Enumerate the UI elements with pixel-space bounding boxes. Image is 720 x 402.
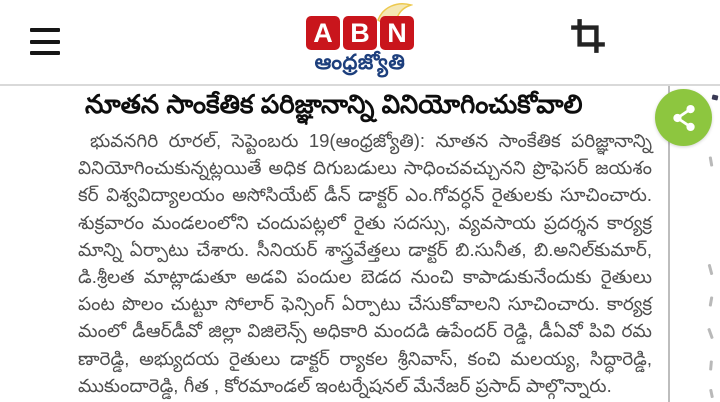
adjacent-column-artifact	[707, 328, 714, 339]
adjacent-column-artifact	[709, 296, 714, 306]
body-line: పంట పొలం చుట్టూ సోలార్ ఫెన్సింగ్ ఏర్పాటు చేసుకోవాలని సూచించారు. కార్యక్ర	[78, 293, 652, 315]
adjacent-column-artifact	[708, 264, 714, 275]
crop-icon	[568, 16, 608, 56]
crop-button[interactable]	[566, 15, 610, 59]
body-line: శుక్రవారం మండలంలోని చందుపట్లలో రైతు సదస్సు, వ్యవసాయ ప్రదర్శన కార్యక్ర	[78, 211, 652, 233]
top-bar	[0, 0, 720, 86]
body-line: మాన్ని ఏర్పాటు చేశారు. సీనియర్ శాస్త్రవేత్తలు డాక్టర్ బి.సునీత, బి.అనిల్‌కుమార్,	[78, 238, 652, 260]
abn-logo[interactable]	[275, 0, 445, 84]
adjacent-column-artifact	[709, 389, 714, 398]
abn-letter-blocks	[306, 16, 414, 50]
abn-letter-b: B	[343, 16, 377, 50]
abn-letter-n: N	[380, 16, 414, 50]
hamburger-icon	[30, 28, 60, 32]
article	[0, 86, 668, 399]
body-line: ణారెడ్డి, అభ్యుదయ రైతులు డాక్టర్ ర్యాకల శ్రీనివాస్, కంచి మలయ్య, సిద్ధారెడ్డి,	[78, 347, 652, 369]
body-line: డి.శ్రీలత మాట్లాడుతూ అడవి పందుల బెడద నుంచి కాపాడుకునేందుకు రైతులు	[78, 266, 652, 288]
body-line: భువనగిరి రూరల్, సెప్టెంబరు 19(ఆంధ్రజ్యోతి): నూతన సాంకేతిక పరిజ్ఞానాన్ని	[90, 130, 652, 151]
share-button[interactable]	[655, 89, 712, 146]
adjacent-column-artifact	[709, 156, 714, 166]
brand-name-telugu: ఆంధ్రజ్యోతి	[314, 51, 406, 74]
adjacent-column-artifact	[709, 360, 713, 370]
menu-button[interactable]	[30, 28, 60, 55]
adjacent-column-artifact	[712, 94, 719, 100]
body-line: వినియోగించుకున్నట్లయితే అధిక దిగుబడులు సాధించవచ్చునని ప్రొఫెసర్ జయశం	[78, 157, 652, 179]
body-line: ముకుందారెడ్డి, గీత , కోరమాండల్ ఇంటర్నేషనల్ మేనేజర్ ప్రసాద్ పాల్గొన్నారు.	[78, 374, 612, 396]
article-headline: నూతన సాంకేతిక పరిజ్ఞానాన్ని వినియోగించుకోవాలి	[85, 89, 583, 119]
body-line: కర్ విశ్వవిద్యాలయం అసోసియేట్ డీన్ డాక్టర్ ఎం.గోవర్ధన్ రైతులకు సూచించారు.	[78, 184, 652, 206]
share-icon	[669, 103, 699, 133]
article-body	[78, 127, 652, 399]
abn-letter-a: A	[306, 16, 340, 50]
body-line: మంలో డీఆర్‌డీవో జిల్లా విజిలెన్స్ అధికారి మందడి ఉపేందర్ రెడ్డి, డీఏవో పివి రమ	[78, 320, 652, 342]
